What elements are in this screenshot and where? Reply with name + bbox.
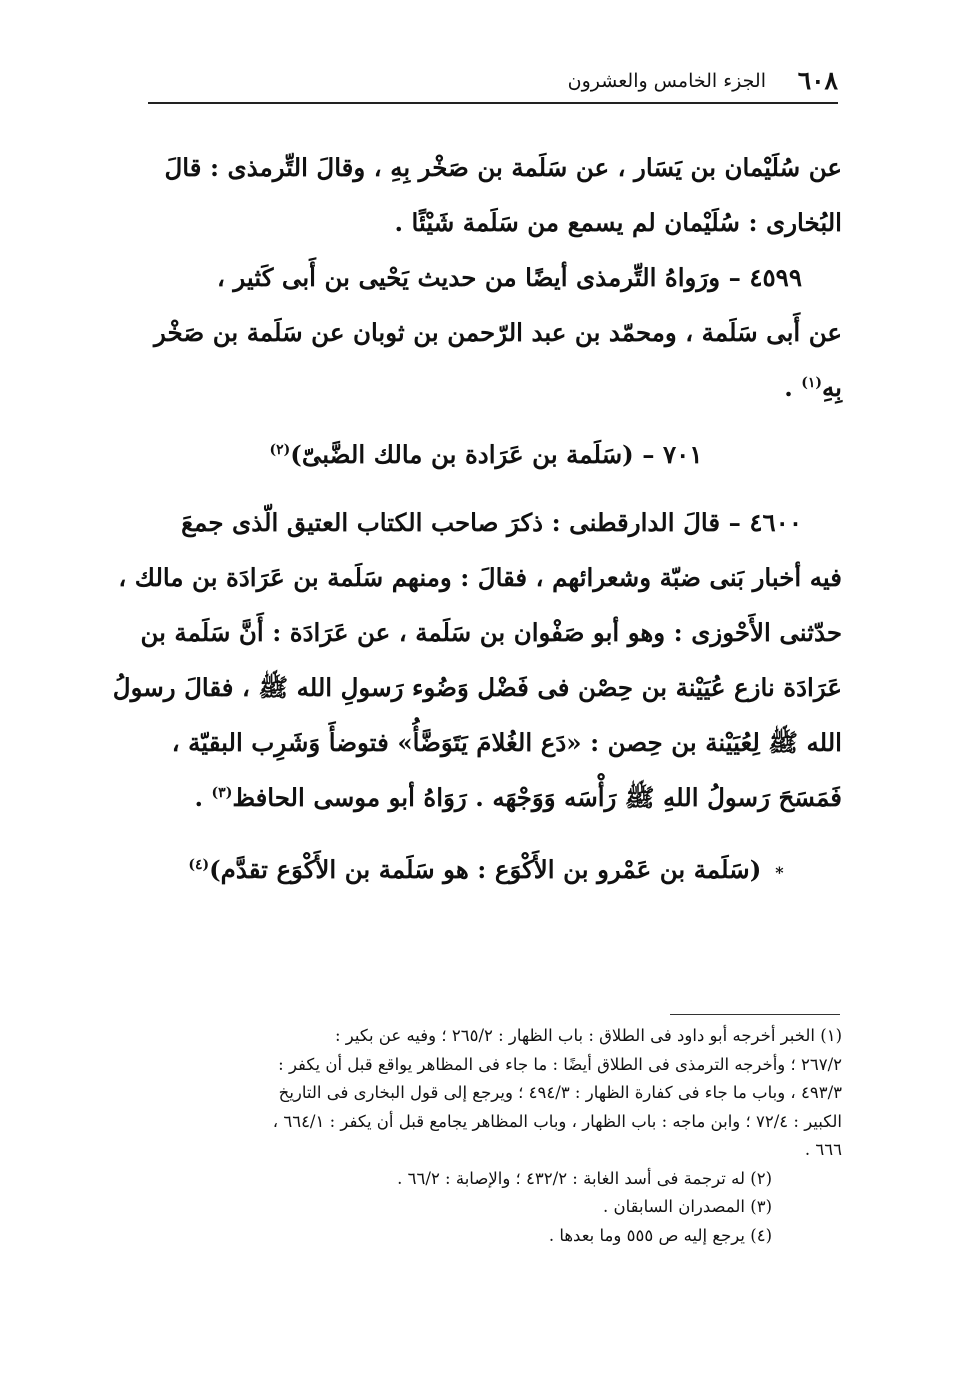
footnote-2: (٢) له ترجمة فى أسد الغابة : ٤٣٢/٢ ؛ والإصابة : ٦٦/٢ . xyxy=(397,1168,772,1188)
text-line: البُخارى : سُلَيْمان لم يسمع من سَلَمة شَيْئًا . xyxy=(394,208,842,237)
period: . xyxy=(194,783,203,812)
cross-reference xyxy=(130,835,842,905)
footnote-marker-1: (١) xyxy=(801,374,823,391)
text-line: عن أَبى سَلَمة ، ومحمّد بن عبد الرّحمن بن ثوبان عن سَلَمة بن صَخْر xyxy=(154,318,842,347)
page-number: ٦٠٨ xyxy=(797,66,838,95)
footnote-3: (٣) المصدران السابقان . xyxy=(603,1197,772,1216)
footnote-1-line: ٢٦٧/٢ ؛ وأخرجه الترمذى فى الطلاق أيضًا : ما جاء فى المظاهر يواقع قبل أن يكفر : xyxy=(278,1054,842,1074)
footnote-marker-2: (٢) xyxy=(269,441,291,458)
text-line: عن سُلَيْمان بن يَسَار ، عن سَلَمة بن صَخْر بِهِ ، وقالَ التِّرمذى : قالَ xyxy=(164,153,842,182)
text-line: حدّثنى الأَحْوزى : وهو أبو صَفْوان بن سَلَمة ، عن عَرَادَة : أَنَّ سَلَمة بن xyxy=(140,618,842,647)
footnotes xyxy=(150,1022,842,1250)
footnote-4: (٤) يرجع إليه ص ٥٥٥ وما بعدها . xyxy=(548,1225,772,1245)
footnote-1-line: ٤٩٣/٣ ، وباب ما جاء فى كفارة الظهار : ٤٩٤/٣ ؛ ويرجع إلى قول البخارى فى التاريخ xyxy=(278,1083,842,1102)
entry-heading-701 xyxy=(130,415,842,495)
hadith-4600-line: ٤٦٠٠ – قالَ الدارقطنى : ذكرَ صاحب الكتاب العتيق الّذى جمعَ xyxy=(181,508,802,537)
text-line xyxy=(130,770,842,825)
text-line: فيه أخبار بَنى ضبّة وشعرائهم ، فقالَ : ومنهم سَلَمة بن عَرَادَة بن مالك ، xyxy=(118,563,842,592)
text-line xyxy=(130,360,842,415)
cross-reference-text: (سَلَمة بن عَمْرو بن الأَكْوَع : هو سَلَمة بن الأَكْوَع تقدَّم) xyxy=(209,855,762,884)
footnote-1-line: ٦٦٦ . xyxy=(804,1140,842,1159)
text-fragment: فَمَسَحَ رَسولُ اللهِ ﷺ رَأْسَه وَوَجْهَه . رَوَاهُ أبو موسى الحافظ xyxy=(232,783,842,812)
star-icon: * xyxy=(775,863,784,882)
footnote-marker-4: (٤) xyxy=(188,856,210,873)
footnote-1-line: (١) الخبر أخرجه أبو داود فى الطلاق : باب الظهار : ٢٦٥/٢ ؛ وفيه عن بكير : xyxy=(334,1026,842,1045)
text-fragment: بِهِ xyxy=(822,373,842,402)
entry-title: ٧٠١ – (سَلَمة بن عَرَادة بن مالك الضَّبىّ) xyxy=(290,440,703,469)
footnote-marker-3: (٣) xyxy=(211,784,233,801)
text-line: عَرَادَة نازع عُيَيْنة بن حِصْن فى فَضْل وَضُوء رَسولِ الله ﷺ ، فقالَ رسولُ xyxy=(112,673,842,702)
footnote-1-line: الكبير : ٧٢/٤ ؛ وابن ماجه : باب الظهار ، وباب المظاهر يجامع قبل أن يكفر : ٦٦٤/١ ، xyxy=(272,1111,842,1131)
period: . xyxy=(784,373,793,402)
running-title: الجزء الخامس والعشرون xyxy=(567,70,766,92)
text-line: الله ﷺ لِعُيَيْنة بن حِصن : «دَع الغُلامَ يَتَوَضَّأُ» فتوضأَ وَشَرِب البقيّة ، xyxy=(171,728,842,757)
hadith-4599-line: ٤٥٩٩ – ورَواهُ التِّرمذى أيضًا من حديث يَحْيى بن أَبى كَثير ، xyxy=(216,263,802,292)
page-header xyxy=(148,62,838,104)
footnote-divider xyxy=(670,1014,840,1015)
main-text xyxy=(112,140,842,905)
